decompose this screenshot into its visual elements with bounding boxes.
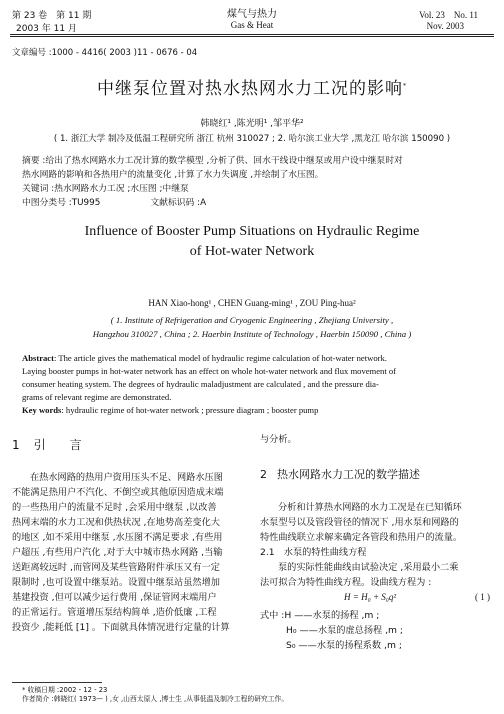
affiliation-en [0, 313, 504, 341]
article-number: 文章编号 :1000 - 4416( 2003 )11 - 0676 - 04 [12, 48, 198, 58]
abstract-cn-line: 热水网路的影响和各热用户的流量变化 ,计算了水力失调度 ,并绘制了水压图。 [22, 170, 324, 180]
body-line: 的正常运行。管道增压泵结构简单 ,造价低廉 ,工程 [12, 607, 217, 618]
header-date-en: Nov. 2003 [426, 21, 464, 31]
authors-en: HAN Xiao-hong¹ , CHEN Guang-ming¹ , ZOU Ping-hua² [148, 298, 356, 308]
abstract-en-line: consumer heating system. The degrees of hydraulic maladjustment are calculated , and the pressure dia- [22, 379, 379, 389]
body-line: 限制时 ,也可设置中继泵站。设置中继泵站虽然增加 [12, 577, 220, 588]
body-line: 特性曲线联立求解来确定各管段和热用户的流量。 [260, 532, 463, 543]
where-line: 式中 :H ——水泵的扬程 ,m ; [260, 610, 380, 621]
abstract-cn-line: 摘要 :给出了热水网路水力工况计算的数学模型 ,分析了供、回水干线设中继泵或用户设中继泵时对 [22, 156, 403, 166]
abstract-en [22, 352, 484, 417]
header-volume: 第 23 卷 第 11 期 [12, 11, 92, 21]
body-line: 法可拟合为特性曲线方程。设曲线方程为 : [260, 577, 432, 588]
affiliation-cn: ( 1. 浙江大学 制冷及低温工程研究所 浙江 杭州 310027 ; 2. 哈尔滨工业大学 ,黑龙江 哈尔滨 150090 ) [53, 134, 451, 144]
equation-where [260, 608, 494, 653]
body-line: 分析和计算热水网路的水力工况是在已知循环 [278, 502, 462, 513]
journal-name-cn: 煤气与热力 [227, 9, 277, 20]
body-line: 的地区 ,如不采用中继泵 ,水压图不满足要求 ,有些用 [12, 532, 223, 543]
authors-cn: 韩晓红¹ ,陈光明¹ ,邹平华² [200, 119, 304, 129]
body-line: 泵的实际性能曲线由试验决定 ,采用最小二乘 [278, 562, 459, 573]
section-title: 引 言 [33, 438, 82, 452]
keywords-cn: 关键词 :热水网路水力工况 ;水压图 ;中继泵 [22, 184, 189, 194]
subsection-2-1-heading: 2.1 水泵的特性曲线方程 [260, 547, 367, 558]
header-date: 2003 年 11 月 [16, 24, 77, 34]
where-line: H₀ ——水泵的虚总扬程 ,m ; [286, 625, 404, 636]
title-footnote-mark: * [403, 82, 407, 90]
section-number: 2 [260, 468, 267, 481]
document-code: 文献标识码 :A [150, 198, 207, 208]
header-rule [10, 34, 494, 35]
classification-line [22, 196, 492, 210]
journal-name-en: Gas & Heat [230, 20, 274, 30]
body-line: 基建投资 ,但可以减少运行费用 ,保证管网末端用户 [12, 592, 217, 603]
header-volume-en: Vol. 23 No. 11 [418, 10, 478, 20]
section-number: 1 [12, 438, 20, 452]
abstract-en-line: Laying booster pumps in hot-water network has an effect on whole hot-water network and flux movement of [22, 366, 397, 376]
body-line: 投资少 ,能耗低 [1] 。下面就具体情况进行定量的计算 [12, 622, 230, 633]
section-title: 热水网路水力工况的数学描述 [277, 468, 420, 481]
abstract-en-line: : The article gives the mathematical model of hydraulic regime calculation of hot-water network. [53, 353, 387, 363]
footnote [22, 686, 288, 704]
title-cn-text: 中继泵位置对热水热网水力工况的影响 [97, 79, 403, 99]
equation-1: H = H₀ + S₀q² [344, 592, 397, 602]
body-line: 水泵型号以及管段管径的情况下 ,用水泵和网路的 [260, 517, 459, 528]
body-line: 不能满足热用户不汽化、不倒空或其他原因造成末端 [12, 487, 224, 498]
affiliation-en-line: ( 1. Institute of Refrigeration and Cryogenic Engineering , Zhejiang University , [110, 315, 394, 325]
left-column-body [12, 470, 248, 635]
right-column-top: 与分析。 [260, 434, 297, 445]
clc-number: 中图分类号 :TU995 [22, 198, 101, 208]
body-line: 户超压 ,有些用户汽化 ,对于大中城市热水网路 ,当输 [12, 547, 223, 558]
section-2-heading [260, 466, 420, 482]
body-line: 在热水网路的热用户资用压头不足、网路水压图 [30, 472, 223, 483]
abstract-cn [22, 154, 492, 210]
header-rule-2 [10, 36, 494, 37]
title-en-line: Influence of Booster Pump Situations on Hydraulic Regime [84, 224, 420, 239]
affiliation-en-line: Hangzhou 310027 , China ; 2. Haerbin Institute of Technology , Haerbin 150090 , China ) [92, 329, 412, 339]
keywords-en-label: Key words [22, 405, 62, 415]
right-column-body [260, 500, 494, 590]
where-line: S₀ ——水泵的扬程系数 ,m ; [286, 640, 402, 651]
title-cn [0, 74, 504, 99]
section-1-heading [12, 436, 82, 453]
body-line: 的一些热用户的流量不足时 ,会采用中继泵 ,以改善 [12, 502, 217, 513]
body-line: 热网末端的水力工况和供热状况 ,在地势高差变化大 [12, 517, 220, 528]
abstract-en-line: grams of relevant regime are demonstrated. [22, 392, 172, 402]
body-line: 送距离较远时 ,而管网及某些管路附件承压又有一定 [12, 562, 220, 573]
footnote-rule [12, 682, 102, 683]
title-en [0, 222, 504, 262]
footnote-line: 作者简介 :韩晓红( 1973— ) ,女 ,山西太原人 ,博士生 ,从事低温及制冷工程的研究工作。 [22, 695, 289, 703]
title-en-line: of Hot-water Network [189, 244, 315, 259]
footnote-line: * 收稿日期 :2002 - 12 - 23 [22, 686, 108, 694]
keywords-en: : hydraulic regime of hot-water network ; pressure diagram ; booster pump [61, 405, 319, 415]
equation-number: ( 1 ) [475, 592, 490, 602]
abstract-en-label: Abstract [22, 353, 54, 363]
